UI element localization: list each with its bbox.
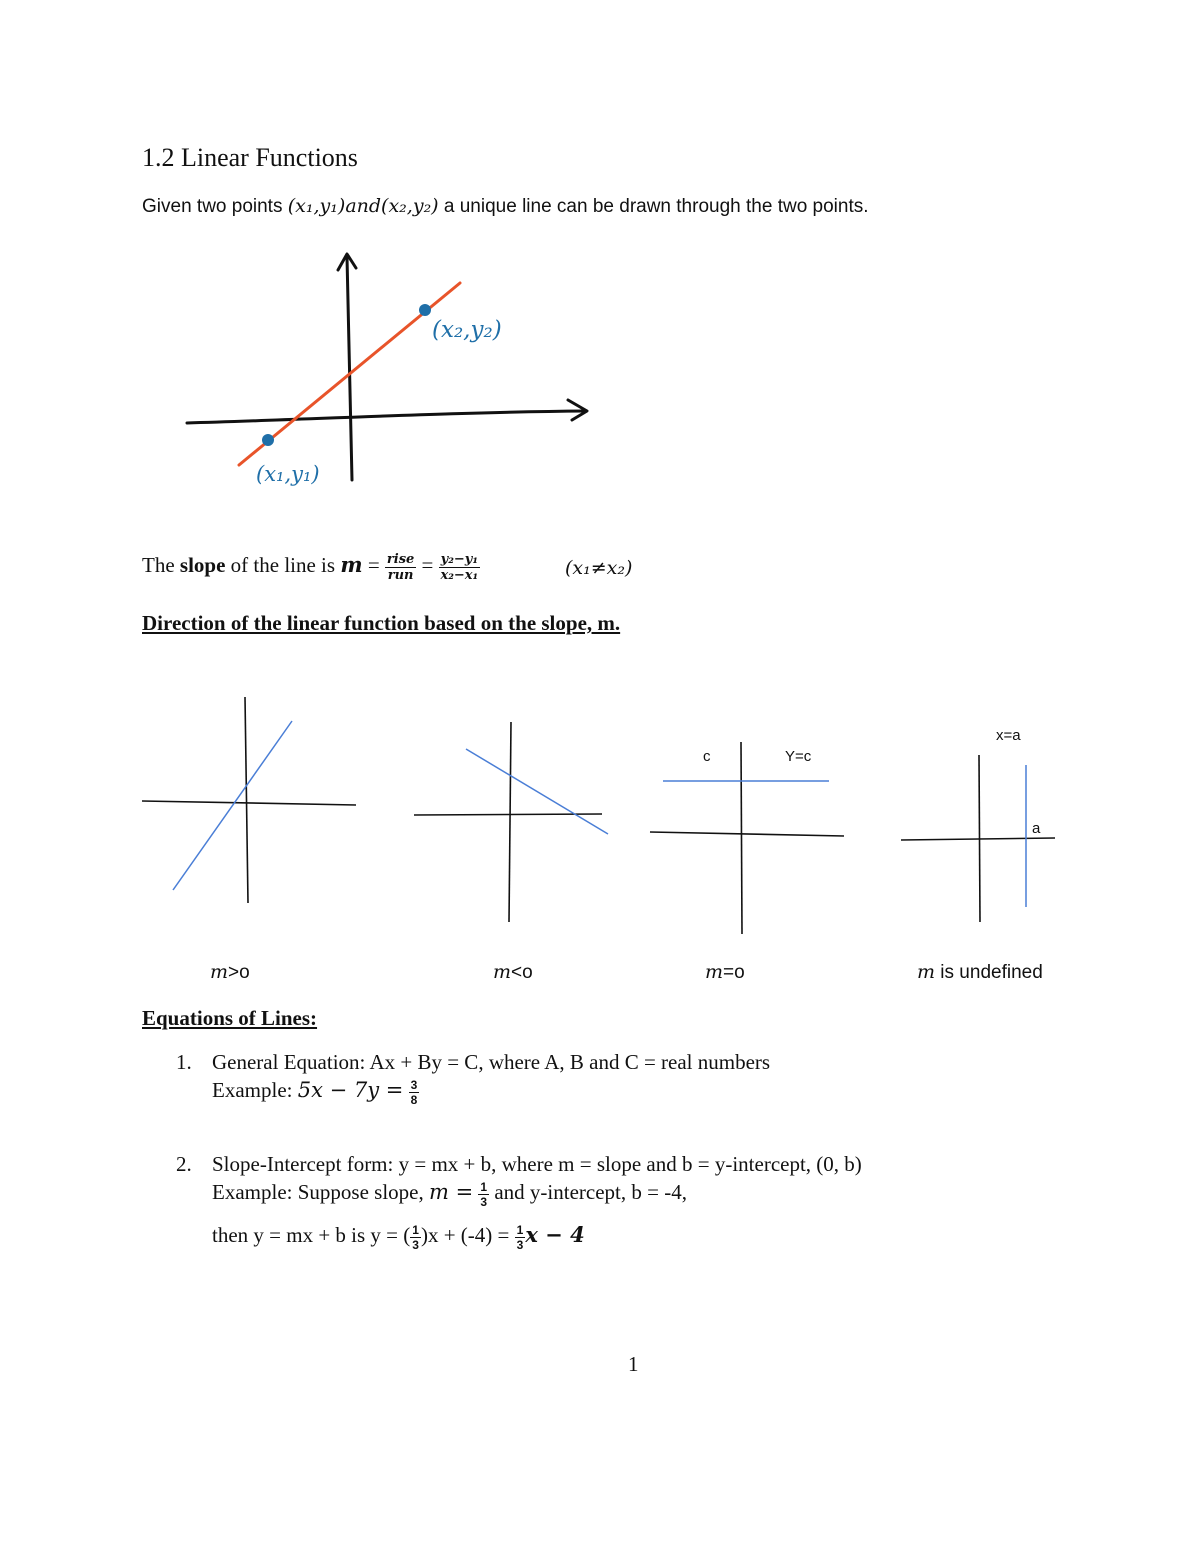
slope-condition: (x₁≠x₂) [565, 557, 633, 579]
equation2-example-suffix: and y-intercept, b = -4, [494, 1180, 687, 1204]
page-title: 1.2 Linear Functions [142, 143, 358, 172]
slope-middle: of the line is [230, 553, 336, 577]
graph-negative-slope [414, 722, 602, 922]
slope-denominator: x₂−x₁ [440, 567, 479, 583]
equation2-example-num: 1 [480, 1179, 488, 1194]
equation2-example [212, 1180, 687, 1208]
intro-prefix: Given two points [142, 196, 283, 217]
equation2-then-mid: )x + (-4) = [420, 1223, 510, 1247]
caption1-rest: >o [228, 962, 250, 983]
equation2-then-prefix: then y = mx + b is y = ( [212, 1223, 411, 1247]
equation2-example-m: m = [428, 1180, 474, 1204]
equation2-then-fraction2 [515, 1224, 526, 1251]
equation1-example-label: Example: [212, 1078, 293, 1102]
graph4-label-xa: x=a [996, 727, 1021, 744]
equation1-number: 1. [176, 1050, 192, 1074]
equation1-example [212, 1078, 419, 1106]
caption-zero-slope [705, 961, 745, 984]
equation2-text: Slope-Intercept form: y = mx + b, where m = slope and b = y-intercept, (0, b) [212, 1152, 862, 1176]
intro-and: and [345, 195, 382, 217]
graph-positive-slope [142, 697, 356, 903]
equation2-then-num: 1 [412, 1222, 419, 1237]
caption1-m: m [210, 961, 229, 983]
graph4-y-axis [979, 755, 980, 922]
equation2-number: 2. [176, 1152, 192, 1176]
figure1-label-p1: (x₁,y₁) [256, 462, 320, 486]
slope-run: run [387, 567, 414, 583]
intro-point2: (x₂,y₂) [381, 195, 439, 217]
graph1-blue-line [173, 721, 292, 890]
intro-suffix: a unique line can be drawn through the two points. [443, 196, 869, 217]
graph3-x-axis [650, 832, 844, 836]
equation2-example-den: 3 [480, 1194, 488, 1209]
caption-positive-slope [210, 961, 250, 984]
equation2-then-fraction1 [410, 1224, 421, 1251]
slope-bold-word: slope [179, 553, 226, 577]
equations-heading: Equations of Lines: [142, 1006, 318, 1030]
caption2-m: m [493, 961, 512, 983]
caption3-m: m [705, 961, 724, 983]
equation1-example-den: 8 [410, 1092, 418, 1107]
equation2-example-fraction [478, 1181, 489, 1208]
graph4-x-axis [901, 838, 1055, 840]
equation2-then-num2: 1 [516, 1222, 524, 1237]
caption-negative-slope [493, 961, 533, 984]
slope-rise: rise [386, 551, 415, 567]
graph-undefined-slope [901, 755, 1055, 922]
figure1-label-p2: (x₂,y₂) [432, 317, 502, 343]
intro-point1: (x₁,y₁) [287, 195, 346, 217]
equation1-text: General Equation: Ax + By = C, where A, B and C = real numbers [212, 1050, 771, 1074]
caption4-m: m [917, 961, 936, 983]
equation2-then-den: 3 [412, 1237, 419, 1252]
equation1-example-num: 3 [410, 1077, 418, 1092]
slope-eq1: = [367, 553, 380, 577]
graph1-x-axis [142, 801, 356, 805]
graph3-y-axis [741, 742, 742, 934]
equation1-example-fraction [409, 1079, 420, 1106]
equation2-then-den2: 3 [516, 1237, 524, 1252]
graph1-y-axis [245, 697, 248, 903]
caption4-rest: is undefined [935, 962, 1043, 983]
page-number: 1 [628, 1352, 639, 1376]
direction-heading: Direction of the linear function based on the slope, m. [142, 611, 621, 635]
slope-prefix: The [142, 553, 175, 577]
equation2-then [212, 1222, 585, 1251]
graph-zero-slope [650, 742, 844, 934]
graph3-label-c: c [703, 748, 711, 765]
graph2-y-axis [509, 722, 511, 922]
slope-numerator: y₂−y₁ [440, 551, 479, 567]
equation2-then-tail: x − 4 [525, 1222, 585, 1247]
equation2-example-prefix: Example: Suppose slope, [212, 1180, 424, 1204]
slope-m: m [340, 552, 363, 577]
graph3-label-yc: Y=c [785, 748, 812, 765]
graph4-label-a: a [1032, 820, 1041, 837]
slope-eq2: = [421, 553, 434, 577]
equation1-example-expr: 5x − 7y = [297, 1078, 404, 1102]
caption-undefined-slope [917, 961, 1043, 984]
graph2-blue-line [466, 749, 608, 834]
caption3-rest: =o [723, 962, 745, 983]
caption2-rest: <o [511, 962, 533, 983]
